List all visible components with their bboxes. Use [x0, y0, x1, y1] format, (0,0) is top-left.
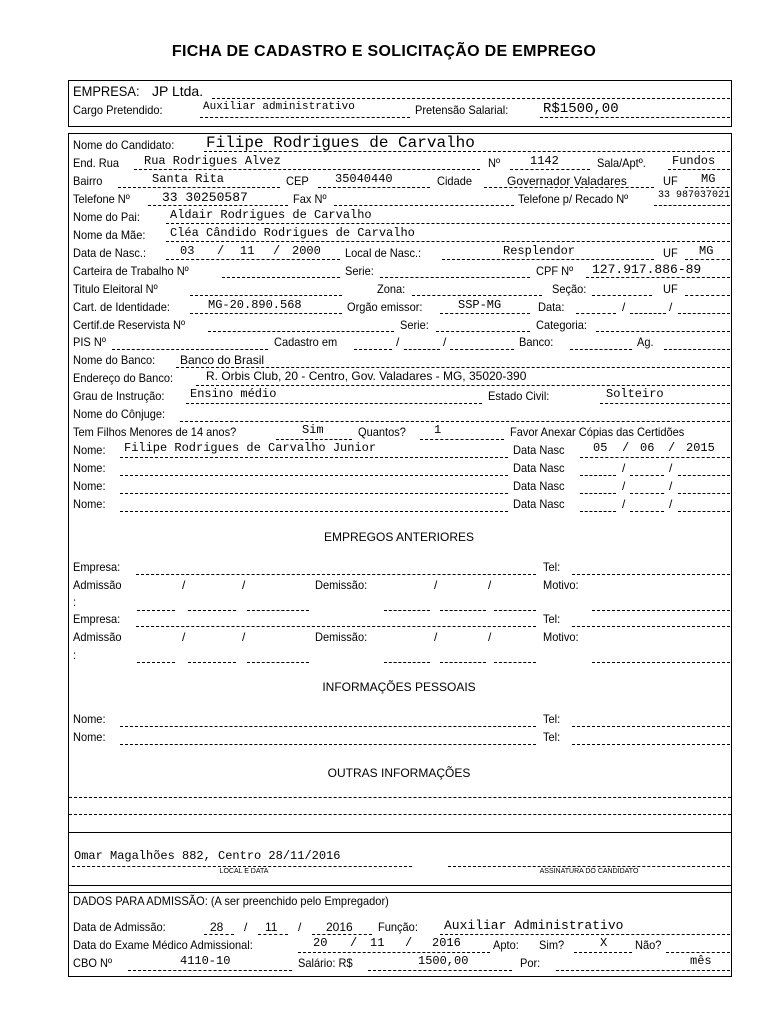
emprego1-adm-slash-1: / [182, 578, 186, 592]
emprego2-dem-slash-2: / [488, 630, 492, 644]
secao-label: Seção: [552, 282, 587, 296]
uf2-label: UF [663, 246, 678, 260]
filho4-slash-1: / [622, 497, 626, 511]
quantos-value: 1 [434, 423, 442, 437]
ag-label: Ag. [637, 335, 654, 349]
assinatura-caption: ASSINATURA DO CANDIDATO [539, 868, 639, 875]
nasc-month: 11 [240, 244, 255, 258]
filho1-data-line [580, 457, 730, 458]
filho1-slash-2: / [668, 441, 676, 455]
emprego1-adm-line-3 [247, 610, 309, 611]
recado-line [654, 205, 730, 206]
sim-line [574, 952, 632, 953]
local-nasc-value: Resplendor [503, 244, 576, 258]
emprego1-empresa-line [136, 574, 536, 575]
nasc-slash-1: / [217, 244, 225, 258]
filho3-slash-2: / [669, 479, 673, 493]
outras-divider [69, 832, 731, 833]
nome-banco-value: Banco do Brasil [180, 353, 265, 367]
mae-line [166, 241, 730, 242]
emprego1-motivo-label: Motivo: [543, 578, 579, 592]
cidade-line [484, 187, 654, 188]
emprego1-demissao-label: Demissão: [315, 578, 368, 592]
end-banco-value: R. Orbis Club, 20 - Centro, Gov. Valadares - MG, 35020-390 [206, 369, 527, 383]
recado-value: 33 987037021 [658, 190, 731, 201]
rg-data-slash-2: / [669, 300, 673, 314]
filhos-value: Sim [302, 423, 324, 437]
admissao-year: 2016 [326, 920, 353, 934]
outras-heading: OUTRAS INFORMAÇÕES [327, 766, 471, 780]
pessoal2-nome-line [120, 744, 536, 745]
cadastro-slash-2: / [443, 335, 447, 349]
rua-line [134, 169, 480, 170]
rg-data-label: Data: [538, 300, 565, 314]
mae-label: Nome da Mãe: [73, 228, 146, 242]
numero-value: 1142 [530, 154, 559, 168]
filho3-data-line-2 [630, 493, 664, 494]
filho2-data-line-2 [630, 475, 664, 476]
local-data-value: Omar Magalhões 882, Centro 28/11/2016 [74, 849, 341, 863]
orgao-label: Orgão emissor: [347, 300, 423, 314]
uf3-line [685, 295, 730, 296]
conjuge-line [180, 421, 730, 422]
rg-value: MG-20.890.568 [208, 298, 302, 312]
emprego2-adm-line-1 [137, 662, 175, 663]
emprego2-adm-slash-2: / [242, 630, 246, 644]
exame-line [298, 952, 490, 953]
pessoal1-nome-line [120, 726, 536, 727]
pai-label: Nome do Pai: [73, 210, 140, 224]
uf2-line [685, 259, 730, 260]
cep-label: CEP [286, 174, 309, 188]
outras-line-2 [69, 814, 731, 815]
ag-line [664, 349, 730, 350]
emprego1-admissao-colon: : [73, 595, 77, 609]
ctps-line [222, 277, 340, 278]
anexar-label: Favor Anexar Cópias das Certidões [510, 425, 685, 439]
sala-line [668, 169, 730, 170]
cidade-label: Cidade [437, 174, 472, 188]
local-nasc-line [442, 259, 654, 260]
nasc-label: Data de Nasc.: [73, 246, 147, 260]
emprego2-dem-line-3 [494, 662, 536, 663]
nasc-year: 2000 [292, 244, 321, 258]
filho4-nome-line [120, 511, 508, 512]
emprego2-dem-line-1 [384, 662, 430, 663]
filho2-data-line-1 [580, 475, 616, 476]
admissao-slash-2: / [298, 920, 302, 934]
orgao-value: SSP-MG [458, 298, 502, 312]
exame-label: Data do Exame Médico Admissional: [73, 938, 253, 952]
emprego1-admissao-label: Admissão [73, 578, 122, 592]
filho3-slash-1: / [622, 479, 626, 493]
filhos-label: Tem Filhos Menores de 14 anos? [73, 425, 237, 439]
filho1-nome-value: Filipe Rodrigues de Carvalho Junior [124, 441, 377, 455]
salario-value: 1500,00 [418, 954, 469, 968]
end-banco-label: Endereço do Banco: [73, 371, 174, 385]
filho1-datanasc-label: Data Nasc [513, 443, 565, 457]
uf3-label: UF [663, 282, 678, 296]
admissao-slash-1: / [244, 920, 248, 934]
local-data-line [72, 866, 412, 867]
pessoal1-tel-line [572, 726, 730, 727]
emprego2-demissao-label: Demissão: [315, 630, 368, 644]
telefone-line [148, 205, 288, 206]
rg-data-line-3 [678, 313, 730, 314]
cpf-label: CPF Nº [536, 264, 574, 278]
uf-label: UF [663, 174, 678, 188]
pessoal2-nome-label: Nome: [73, 730, 106, 744]
telefone-label: Telefone Nº [73, 192, 130, 206]
exame-year: 2016 [432, 936, 461, 950]
filho2-datanasc-label: Data Nasc [513, 461, 565, 475]
telefone-value: 33 30250587 [162, 190, 248, 205]
emprego1-tel-line [572, 574, 730, 575]
cbo-line [128, 970, 292, 971]
reservista-label: Certif.de Reservista Nº [73, 318, 186, 332]
cpf-value: 127.917.886-89 [592, 262, 702, 277]
por-label: Por: [520, 956, 541, 970]
zona-label: Zona: [377, 282, 406, 296]
sim-label: Sim? [539, 938, 565, 952]
banco-line [570, 349, 632, 350]
titulo-label: Titulo Eleitoral Nº [73, 282, 158, 296]
salario-line [368, 970, 512, 971]
exame-slash-1: / [350, 936, 358, 950]
cadastro-slash-1: / [396, 335, 400, 349]
rua-value: Rua Rodrigues Alvez [144, 154, 281, 168]
pessoal1-nome-label: Nome: [73, 712, 106, 726]
uf-line [685, 187, 730, 188]
emprego1-adm-line-1 [137, 610, 175, 611]
rg-data-slash-1: / [622, 300, 626, 314]
cargo-label: Cargo Pretendido: [73, 103, 163, 117]
bairro-line [118, 187, 280, 188]
nasc-day: 03 [180, 244, 195, 258]
civil-line [600, 403, 730, 404]
admissao-data-label: Data de Admissão: [73, 920, 166, 934]
cargo-value: Auxiliar administrativo [203, 101, 355, 113]
emprego1-empresa-label: Empresa: [73, 560, 121, 574]
empresa-line [212, 98, 730, 99]
nome-banco-label: Nome do Banco: [73, 353, 156, 367]
emprego2-tel-line [572, 626, 730, 627]
uf-value: MG [701, 172, 716, 186]
pretensao-value: R$1500,00 [543, 101, 619, 117]
rg-data-line-2 [630, 313, 666, 314]
pessoal2-tel-label: Tel: [543, 730, 561, 744]
cadastro-line-1 [354, 349, 392, 350]
civil-label: Estado Civil: [488, 389, 550, 403]
nasc-slash-2: / [273, 244, 281, 258]
nasc-line [166, 259, 340, 260]
page-title: FICHA DE CADASTRO E SOLICITAÇÃO DE EMPREGO [171, 43, 597, 60]
pis-label: PIS Nº [73, 335, 106, 349]
empregos-heading: EMPREGOS ANTERIORES [323, 530, 475, 544]
mae-value: Cléa Cândido Rodrigues de Carvalho [170, 226, 415, 240]
por-line [556, 970, 730, 971]
titulo-line [190, 295, 342, 296]
zona-line [412, 295, 542, 296]
emprego2-empresa-line [136, 626, 536, 627]
por-value: mês [690, 954, 712, 968]
filho1-month: 06 [640, 441, 655, 455]
cidade-value: Governador Valadares [507, 174, 627, 188]
filho4-slash-2: / [669, 497, 673, 511]
bairro-label: Bairro [73, 174, 103, 188]
filho3-datanasc-label: Data Nasc [513, 479, 565, 493]
filho2-data-line-3 [678, 475, 730, 476]
categoria-label: Categoria: [536, 318, 587, 332]
sim-mark: X [600, 936, 608, 950]
pai-line [166, 223, 730, 224]
pis-line [112, 349, 268, 350]
pessoal2-tel-line [572, 744, 730, 745]
filho1-day: 05 [593, 441, 608, 455]
exame-day: 20 [313, 936, 328, 950]
filho2-nome-line [120, 475, 508, 476]
grau-line [186, 403, 482, 404]
filho4-nome-label: Nome: [73, 497, 106, 511]
recado-label: Telefone p/ Recado Nº [518, 192, 629, 206]
uf2-value: MG [699, 244, 714, 258]
nome-candidato-line [204, 151, 730, 152]
numero-line [510, 169, 590, 170]
admissao-day-line [204, 934, 234, 935]
pessoais-heading: INFORMAÇÕES PESSOAIS [322, 680, 476, 694]
nome-candidato-label: Nome do Candidato: [73, 138, 175, 152]
quantos-label: Quantos? [358, 425, 406, 439]
grau-value: Ensino médio [190, 387, 277, 401]
fax-label: Fax Nº [293, 192, 327, 206]
admissao-month-line [258, 934, 288, 935]
nome-banco-line [176, 367, 730, 368]
funcao-label: Função: [378, 920, 418, 934]
rg-line [190, 313, 342, 314]
emprego2-adm-line-3 [247, 662, 309, 663]
empresa-value: JP Ltda. [152, 83, 204, 99]
grau-label: Grau de Instrução: [73, 389, 165, 403]
pretensao-line [540, 117, 730, 118]
exame-slash-2: / [405, 936, 413, 950]
salario-label: Salário: R$ [298, 956, 353, 970]
end-banco-line [196, 385, 730, 386]
emprego2-motivo-label: Motivo: [543, 630, 579, 644]
orgao-line [440, 313, 530, 314]
nao-line [666, 952, 730, 953]
emprego1-dem-slash-1: / [434, 578, 438, 592]
emprego2-motivo-line [592, 662, 730, 663]
admissao-heading: DADOS PARA ADMISSÃO: (A ser preenchido pelo Empregador) [73, 894, 389, 908]
exame-month: 11 [370, 936, 385, 950]
conjuge-label: Nome do Cônjuge: [73, 407, 166, 421]
filho2-slash-2: / [669, 461, 673, 475]
rg-data-line-1 [576, 313, 616, 314]
rua-label: End. Rua [73, 156, 120, 170]
assinatura-line [448, 866, 730, 867]
serie2-label: Serie: [400, 318, 429, 332]
emprego2-admissao-colon: : [73, 648, 77, 662]
quantos-line [420, 439, 504, 440]
civil-value: Solteiro [606, 387, 664, 401]
serie-label: Serie: [345, 264, 374, 278]
emprego1-adm-slash-2: / [242, 578, 246, 592]
cargo-line [200, 117, 410, 118]
admissao-day: 28 [210, 920, 224, 934]
filho1-slash-1: / [622, 441, 630, 455]
filho3-nome-line [120, 493, 508, 494]
emprego2-admissao-label: Admissão [73, 630, 122, 644]
nome-candidato-value: Filipe Rodrigues de Carvalho [206, 134, 475, 152]
emprego2-tel-label: Tel: [543, 612, 561, 626]
emprego1-motivo-line [592, 610, 730, 611]
emprego2-adm-line-2 [188, 662, 236, 663]
funcao-line [440, 934, 730, 935]
emprego2-empresa-label: Empresa: [73, 612, 121, 626]
secao-line [592, 295, 652, 296]
funcao-value: Auxiliar Administrativo [444, 918, 624, 933]
sala-label: Sala/Aptº. [597, 156, 646, 170]
cbo-value: 4110-10 [180, 954, 231, 968]
nao-label: Não? [635, 938, 662, 952]
empresa-label: EMPRESA: [73, 83, 140, 99]
apto-label: Apto: [493, 938, 519, 952]
filho4-datanasc-label: Data Nasc [513, 497, 565, 511]
emprego1-dem-line-2 [440, 610, 486, 611]
filho2-nome-label: Nome: [73, 461, 106, 475]
emprego1-adm-line-2 [188, 610, 236, 611]
cpf-line [586, 277, 730, 278]
serie2-line [436, 331, 530, 332]
local-data-caption: LOCAL E DATA [219, 868, 269, 875]
filho3-data-line-1 [580, 493, 616, 494]
emprego1-dem-line-3 [494, 610, 536, 611]
emprego2-dem-slash-1: / [434, 630, 438, 644]
filho3-data-line-3 [678, 493, 730, 494]
cadastro-label: Cadastro em [274, 335, 338, 349]
cadastro-line-2 [404, 349, 440, 350]
bairro-value: Santa Rita [152, 172, 225, 186]
serie-line [380, 277, 530, 278]
pessoal1-tel-label: Tel: [543, 712, 561, 726]
banco-label: Banco: [519, 335, 554, 349]
filho4-data-line-2 [630, 511, 664, 512]
filho3-nome-label: Nome: [73, 479, 106, 493]
filho1-nome-line [120, 457, 508, 458]
fax-line [334, 205, 514, 206]
numero-label: Nº [488, 156, 501, 170]
emprego2-dem-line-2 [440, 662, 486, 663]
filho2-slash-1: / [622, 461, 626, 475]
cbo-label: CBO Nº [73, 956, 112, 970]
filho4-data-line-3 [678, 511, 730, 512]
filhos-line [276, 439, 352, 440]
pretensao-label: Pretensão Salarial: [415, 103, 509, 117]
filho4-data-line-1 [580, 511, 616, 512]
ctps-label: Carteira de Trabalho Nº [73, 264, 189, 278]
cep-value: 35040440 [335, 172, 393, 186]
admissao-year-line [312, 934, 372, 935]
categoria-line [596, 331, 730, 332]
emprego2-adm-slash-1: / [182, 630, 186, 644]
emprego1-dem-line-1 [384, 610, 430, 611]
reservista-line [208, 331, 394, 332]
local-nasc-label: Local de Nasc.: [345, 246, 422, 260]
filho1-year: 2015 [686, 441, 715, 455]
rg-label: Cart. de Identidade: [73, 300, 170, 314]
outras-line-1 [69, 797, 731, 798]
filho1-nome-label: Nome: [73, 443, 106, 457]
admissao-month: 11 [265, 920, 278, 934]
emprego1-dem-slash-2: / [488, 578, 492, 592]
emprego1-tel-label: Tel: [543, 560, 561, 574]
cep-line [318, 187, 430, 188]
cadastro-line-3 [450, 349, 514, 350]
pai-value: Aldair Rodrigues de Carvalho [170, 208, 372, 222]
sala-value: Fundos [672, 154, 716, 168]
